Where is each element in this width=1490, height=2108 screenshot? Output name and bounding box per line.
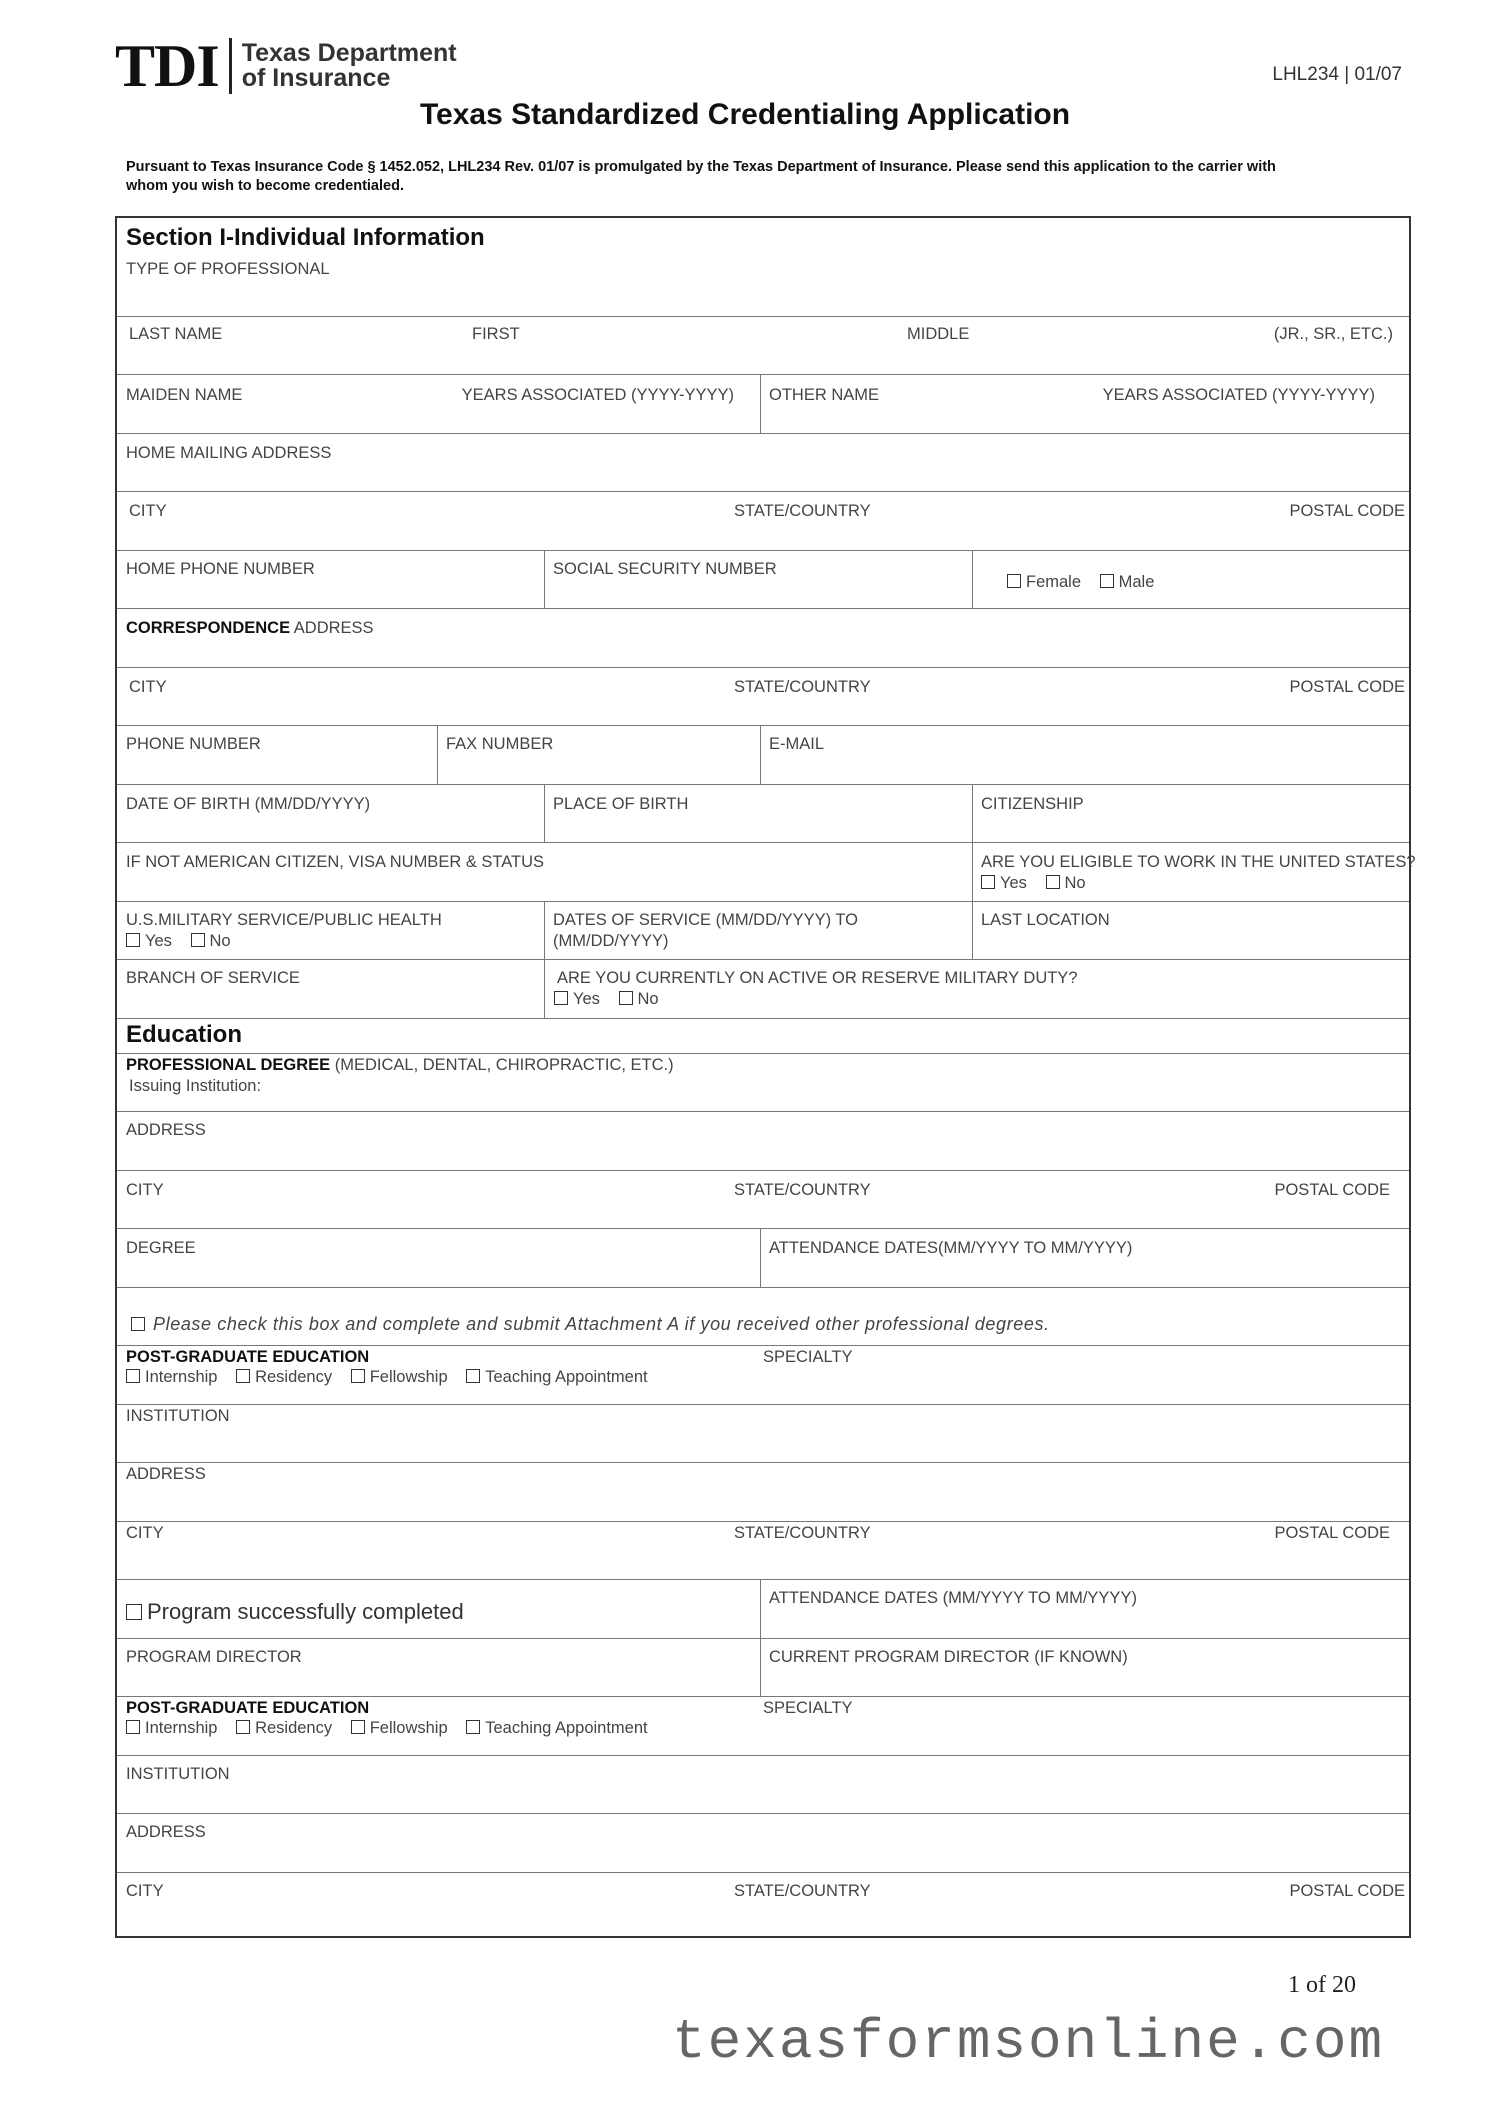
male-label: Male <box>1118 573 1155 591</box>
ssn-field[interactable] <box>544 551 972 608</box>
correspondence-city-field[interactable] <box>117 668 1409 725</box>
attendance-field[interactable] <box>760 1229 1409 1287</box>
home-city-field[interactable] <box>117 492 1409 550</box>
row-institution-1 <box>117 1405 1409 1463</box>
last-name-label: LAST NAME <box>129 325 223 343</box>
military-field <box>117 902 544 959</box>
citizenship-field[interactable] <box>972 785 1409 842</box>
logo-divider <box>229 38 232 94</box>
female-checkbox[interactable] <box>1007 574 1021 588</box>
program-completed-label: Program successfully completed <box>147 1599 464 1624</box>
visa-field[interactable] <box>117 843 972 901</box>
military-no-label: No <box>209 932 231 950</box>
form-code: LHL234 | 01/07 <box>1272 64 1402 85</box>
row-postgrad-1-city <box>117 1522 1409 1580</box>
attendance-label: ATTENDANCE DATES(MM/YYYY TO MM/YYYY) <box>769 1239 1133 1257</box>
first-name-label: FIRST <box>472 325 520 343</box>
city-label: CITY <box>126 1524 164 1542</box>
middle-name-label: MIDDLE <box>907 325 970 343</box>
active-duty-label: ARE YOU CURRENTLY ON ACTIVE OR RESERVE MILITARY DUTY? <box>557 969 1078 987</box>
degree-address-field[interactable] <box>117 1112 1409 1170</box>
male-checkbox[interactable] <box>1100 574 1114 588</box>
row-type-of-professional <box>117 218 1409 317</box>
state-country-label: STATE/COUNTRY <box>734 1524 871 1542</box>
program-director-label: PROGRAM DIRECTOR <box>126 1648 302 1666</box>
postgrad-1-city-field[interactable] <box>117 1522 1409 1579</box>
active-duty-yes-checkbox[interactable] <box>554 991 568 1005</box>
row-program-director <box>117 1639 1409 1697</box>
site-watermark: texasformsonline.com <box>672 2010 1385 2074</box>
last-location-field[interactable] <box>972 902 1409 959</box>
row-phone-ssn <box>117 551 1409 609</box>
row-postgrad-2 <box>117 1697 1409 1756</box>
education-title: Education <box>126 1021 243 1048</box>
residency-2-label: Residency <box>255 1719 333 1737</box>
specialty-2-label: SPECIALTY <box>763 1699 853 1717</box>
other-name-field[interactable] <box>760 375 1409 433</box>
postgrad-2-type-field <box>117 1697 760 1755</box>
suffix-field[interactable] <box>1217 317 1407 374</box>
phone-label: PHONE NUMBER <box>126 735 261 753</box>
state-country-label: STATE/COUNTRY <box>734 502 871 520</box>
institution-label: INSTITUTION <box>126 1407 230 1425</box>
logo-line-1: Texas Department <box>241 39 457 67</box>
row-home-address <box>117 434 1409 492</box>
row-correspondence-address <box>117 609 1409 668</box>
place-of-birth-field[interactable] <box>544 785 972 842</box>
correspondence-address-field[interactable] <box>117 609 1409 667</box>
fellowship-2-label: Fellowship <box>369 1719 448 1737</box>
section-1-title: Section I-Individual Information <box>126 224 485 251</box>
attendance-2-field[interactable] <box>760 1580 1409 1638</box>
home-address-label: HOME MAILING ADDRESS <box>126 444 332 462</box>
correspondence-address-label: CORRESPONDENCE ADDRESS <box>126 619 374 637</box>
city-label: CITY <box>126 1181 164 1199</box>
row-visa <box>117 843 1416 902</box>
page-number: 1 of 20 <box>1288 1972 1356 1998</box>
postal-code-label: POSTAL CODE <box>1289 678 1405 696</box>
postal-code-label: POSTAL CODE <box>1274 1181 1390 1199</box>
eligible-yes-label: Yes <box>1000 874 1027 892</box>
visa-label: IF NOT AMERICAN CITIZEN, VISA NUMBER & STATUS <box>126 853 545 871</box>
fax-label: FAX NUMBER <box>446 735 554 753</box>
phone-field[interactable] <box>117 726 437 784</box>
teaching-label: Teaching Appointment <box>485 1368 648 1386</box>
citizenship-label: CITIZENSHIP <box>981 795 1084 813</box>
program-completed-checkbox[interactable] <box>126 1604 142 1620</box>
fellowship-label: Fellowship <box>369 1368 448 1386</box>
gender-field <box>972 551 1409 608</box>
row-postgrad-2-address <box>117 1814 1409 1873</box>
state-country-2-label: STATE/COUNTRY <box>734 1882 871 1900</box>
issuing-institution-label: Issuing Institution: <box>129 1077 262 1095</box>
row-education-heading <box>117 1019 1409 1054</box>
city-label: CITY <box>129 678 167 696</box>
degree-field[interactable] <box>117 1229 760 1287</box>
military-yes-checkbox[interactable] <box>126 933 140 947</box>
state-country-label: STATE/COUNTRY <box>734 1181 871 1199</box>
postal-code-label: POSTAL CODE <box>1289 502 1405 520</box>
home-phone-label: HOME PHONE NUMBER <box>126 560 315 578</box>
eligible-yes-checkbox[interactable] <box>981 875 995 889</box>
row-other-degrees <box>117 1288 1409 1346</box>
eligible-no-label: No <box>1064 874 1086 892</box>
postal-code-2-label: POSTAL CODE <box>1289 1882 1405 1900</box>
internship-label: Internship <box>145 1368 218 1386</box>
attendance-2-label: ATTENDANCE DATES (MM/YYYY TO MM/YYYY) <box>769 1589 1137 1607</box>
maiden-name-label: MAIDEN NAME <box>126 386 243 404</box>
type-of-professional-field[interactable] <box>117 218 1409 316</box>
institution-2-label: INSTITUTION <box>126 1765 230 1783</box>
postgrad-1-type-field <box>117 1346 760 1404</box>
program-completed-field <box>117 1580 760 1638</box>
suffix-label: (JR., SR., ETC.) <box>1273 325 1393 343</box>
application-form <box>115 216 1416 1938</box>
dates-of-service-label-2: (MM/DD/YYYY) <box>553 932 669 950</box>
row-branch <box>117 960 1409 1019</box>
fellowship-2-checkbox[interactable] <box>351 1720 365 1734</box>
female-label: Female <box>1026 573 1082 591</box>
row-home-city <box>117 492 1409 551</box>
branch-label: BRANCH OF SERVICE <box>126 969 300 987</box>
degree-city-field[interactable] <box>117 1171 1409 1228</box>
residency-label: Residency <box>255 1368 333 1386</box>
address-label: ADDRESS <box>126 1465 206 1483</box>
branch-field[interactable] <box>117 960 544 1018</box>
email-label: E-MAIL <box>769 735 825 753</box>
residency-checkbox[interactable] <box>236 1369 250 1383</box>
middle-name-field[interactable] <box>907 317 1207 374</box>
address-label: ADDRESS <box>126 1121 206 1139</box>
professional-degree-field[interactable] <box>117 1054 1409 1111</box>
years-associated-label: YEARS ASSOCIATED (YYYY-YYYY) <box>461 386 734 404</box>
intro-note: Pursuant to Texas Insurance Code § 1452.052, LHL234 Rev. 01/07 is promulgated by the Texas Department of Insurance. Please send this application to the carrier with whom you wish to become credentialed. <box>126 159 1276 194</box>
row-phone-fax-email <box>117 726 1409 785</box>
first-name-field[interactable] <box>472 317 902 374</box>
home-phone-field[interactable] <box>117 551 544 608</box>
state-country-label: STATE/COUNTRY <box>734 678 871 696</box>
row-maiden-name <box>117 375 1409 434</box>
last-name-field[interactable] <box>117 317 462 374</box>
military-no-checkbox[interactable] <box>191 933 205 947</box>
row-correspondence-city <box>117 668 1409 726</box>
active-duty-no-checkbox[interactable] <box>619 991 633 1005</box>
type-of-professional-label: TYPE OF PROFESSIONAL <box>126 260 330 278</box>
postgrad-2-label: POST-GRADUATE EDUCATION <box>126 1699 370 1717</box>
email-field[interactable] <box>760 726 1409 784</box>
postgrad-1-label: POST-GRADUATE EDUCATION <box>126 1348 370 1366</box>
maiden-name-field[interactable] <box>117 375 760 433</box>
logo-text <box>242 41 457 91</box>
city-label: CITY <box>129 502 167 520</box>
fellowship-checkbox[interactable] <box>351 1369 365 1383</box>
dob-field[interactable] <box>117 785 544 842</box>
postal-code-label: POSTAL CODE <box>1274 1524 1390 1542</box>
fax-field[interactable] <box>437 726 760 784</box>
document-title: Texas Standardized Credentialing Application <box>419 98 1071 131</box>
internship-checkbox[interactable] <box>126 1369 140 1383</box>
dates-of-service-field[interactable] <box>544 902 972 959</box>
other-degrees-note: Please check this box and complete and submit Attachment A if you received other professional degrees. <box>131 1314 1050 1335</box>
row-degree-city <box>117 1171 1409 1229</box>
eligible-field <box>972 843 1416 901</box>
teaching-2-label: Teaching Appointment <box>485 1719 648 1737</box>
address-2-label: ADDRESS <box>126 1823 206 1841</box>
active-duty-no-label: No <box>637 990 659 1008</box>
dates-of-service-label-1: DATES OF SERVICE (MM/DD/YYYY) TO <box>553 911 858 929</box>
active-duty-field <box>544 960 1409 1018</box>
row-program-completed <box>117 1580 1409 1639</box>
eligible-label: ARE YOU ELIGIBLE TO WORK IN THE UNITED STATES? <box>981 853 1416 871</box>
postgrad-1-address-field[interactable] <box>117 1463 1409 1521</box>
postgrad-2-specialty-field[interactable] <box>760 1697 1409 1755</box>
row-postgrad-1 <box>117 1346 1409 1405</box>
logo-mark: TDI <box>115 33 219 99</box>
institution-2-field[interactable] <box>117 1756 1409 1813</box>
tdi-logo <box>115 33 457 99</box>
teaching-checkbox[interactable] <box>466 1369 480 1383</box>
teaching-2-checkbox[interactable] <box>466 1720 480 1734</box>
last-location-label: LAST LOCATION <box>981 911 1110 929</box>
degree-label: DEGREE <box>126 1239 196 1257</box>
specialty-label: SPECIALTY <box>763 1348 853 1366</box>
logo-line-2: of Insurance <box>241 64 391 92</box>
row-degree <box>117 1229 1409 1288</box>
internship-2-label: Internship <box>145 1719 218 1737</box>
internship-2-checkbox[interactable] <box>126 1720 140 1734</box>
program-director-field[interactable] <box>117 1639 760 1696</box>
current-director-label: CURRENT PROGRAM DIRECTOR (IF KNOWN) <box>769 1648 1128 1666</box>
residency-2-checkbox[interactable] <box>236 1720 250 1734</box>
eligible-no-checkbox[interactable] <box>1046 875 1060 889</box>
postgrad-1-specialty-field[interactable] <box>760 1346 1409 1404</box>
row-birth <box>117 785 1409 843</box>
row-degree-address <box>117 1112 1409 1171</box>
home-address-field[interactable] <box>117 434 1409 491</box>
row-military <box>117 902 1409 960</box>
city-2-label: CITY <box>126 1882 164 1900</box>
military-label: U.S.MILITARY SERVICE/PUBLIC HEALTH <box>126 911 442 929</box>
place-of-birth-label: PLACE OF BIRTH <box>553 795 689 813</box>
row-postgrad-1-address <box>117 1463 1409 1522</box>
other-name-label: OTHER NAME <box>769 386 880 404</box>
postgrad-2-address-field[interactable] <box>117 1814 1409 1872</box>
dob-label: DATE OF BIRTH (MM/DD/YYYY) <box>126 795 371 813</box>
row-institution-2 <box>117 1756 1409 1814</box>
row-name <box>117 317 1409 375</box>
row-postgrad-2-city <box>117 1873 1409 1935</box>
military-yes-label: Yes <box>145 932 172 950</box>
postgrad-2-city-field[interactable] <box>117 1873 1409 1935</box>
institution-1-field[interactable] <box>117 1405 1409 1462</box>
row-professional-degree <box>117 1054 1409 1112</box>
other-degrees-checkbox[interactable] <box>131 1317 145 1331</box>
ssn-label: SOCIAL SECURITY NUMBER <box>553 560 777 578</box>
professional-degree-label: PROFESSIONAL DEGREE (MEDICAL, DENTAL, CHIROPRACTIC, ETC.) <box>126 1056 674 1074</box>
active-duty-yes-label: Yes <box>573 990 600 1008</box>
current-director-field[interactable] <box>760 1639 1409 1696</box>
years-associated-2-label: YEARS ASSOCIATED (YYYY-YYYY) <box>1102 386 1375 404</box>
